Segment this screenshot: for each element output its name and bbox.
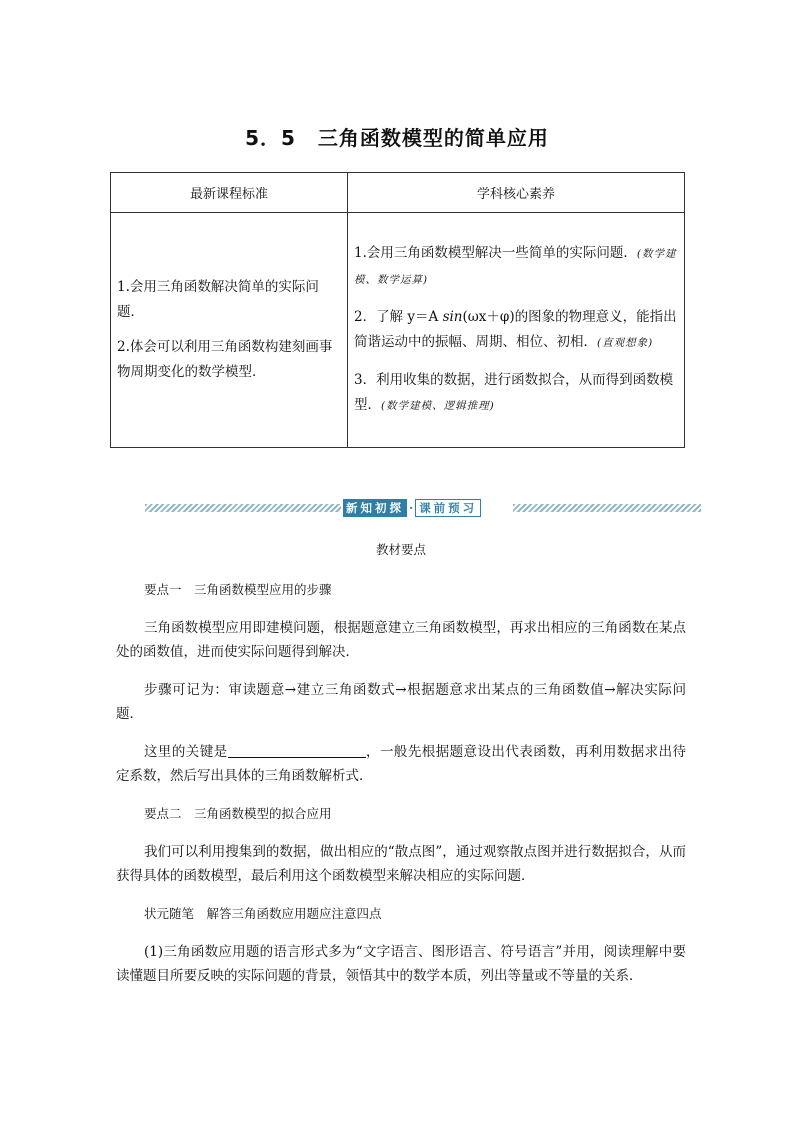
point1-title: 要点一 三角函数模型应用的步骤: [144, 582, 332, 597]
main-content: [116, 540, 686, 988]
literacy-item: 2．了解 y＝A sin(ωx＋φ)的图象的物理意义，能指出简谐运动中的振幅、周期、相位、初相．(直观想象): [354, 309, 677, 350]
table-row: [111, 213, 685, 448]
point1-paragraph: 三角函数模型应用即建模问题，根据题意建立三角函数模型，再求出相应的三角函数在某点处的函数值，进而使实际问题得到解决．: [116, 620, 686, 660]
tip-paragraph: (1)三角函数应用题的语言形式多为“文字语言、图形语言、符号语言”并用，阅读理解中要读懂题目所要反映的实际问题的背景，领悟其中的数学本质，列出等量或不等量的关系．: [116, 944, 686, 984]
literacy-item: 1.会用三角函数模型解决一些简单的实际问题．(数学建模、数学运算): [354, 245, 677, 286]
banner-stripe-right: [513, 504, 701, 512]
literacy-note: (直观想象): [597, 337, 654, 349]
fill-in-blank: [228, 743, 366, 758]
section-number: 5．5: [245, 126, 296, 150]
core-literacy-cell: [348, 213, 685, 448]
section-banner: [145, 498, 701, 518]
header-core-literacy: 学科核心素养: [348, 173, 685, 213]
page-title: [0, 122, 794, 151]
tip-title: 状元随笔 解答三角函数应用题应注意四点: [144, 906, 382, 921]
curriculum-table: [110, 172, 685, 448]
standard-item: 1.会用三角函数解决简单的实际问题．: [117, 279, 319, 320]
literacy-note: (数学建模、数学运算): [354, 248, 677, 286]
section-title-text: 三角函数模型的简单应用: [317, 126, 549, 150]
point1-key: 这里的关键是 ，一般先根据题意设出代表函数，再利用数据求出待定系数，然后写出具体的三角函数解析式．: [116, 744, 687, 784]
point2-title: 要点二 三角函数模型的拟合应用: [144, 806, 332, 821]
banner-stripe-left: [145, 504, 341, 512]
literacy-note: (数学建模、逻辑推理): [381, 400, 495, 412]
banner-badge: [343, 498, 481, 518]
curriculum-standard-cell: [111, 213, 348, 448]
point1-steps: 步骤可记为：审读题意→建立三角函数式→根据题意求出某点的三角函数值→解决实际问题．: [116, 682, 686, 722]
table-header-row: [111, 173, 685, 213]
literacy-item: 3．利用收集的数据，进行函数拟合，从而得到函数模型．(数学建模、逻辑推理): [354, 372, 674, 413]
banner-separator: ·: [409, 501, 414, 515]
section-heading: 教材要点: [375, 542, 426, 557]
header-curriculum-standard: 最新课程标准: [111, 173, 348, 213]
banner-label-new-knowledge: 新知初探: [343, 499, 407, 517]
banner-label-preview: 课前预习: [415, 499, 481, 517]
standard-item: 2.体会可以利用三角函数构建刻画事物周期变化的数学模型．: [117, 339, 333, 380]
point2-paragraph: 我们可以利用搜集到的数据，做出相应的“散点图”，通过观察散点图并进行数据拟合，从而获得具体的函数模型，最后利用这个函数模型来解决相应的实际问题．: [116, 844, 686, 884]
